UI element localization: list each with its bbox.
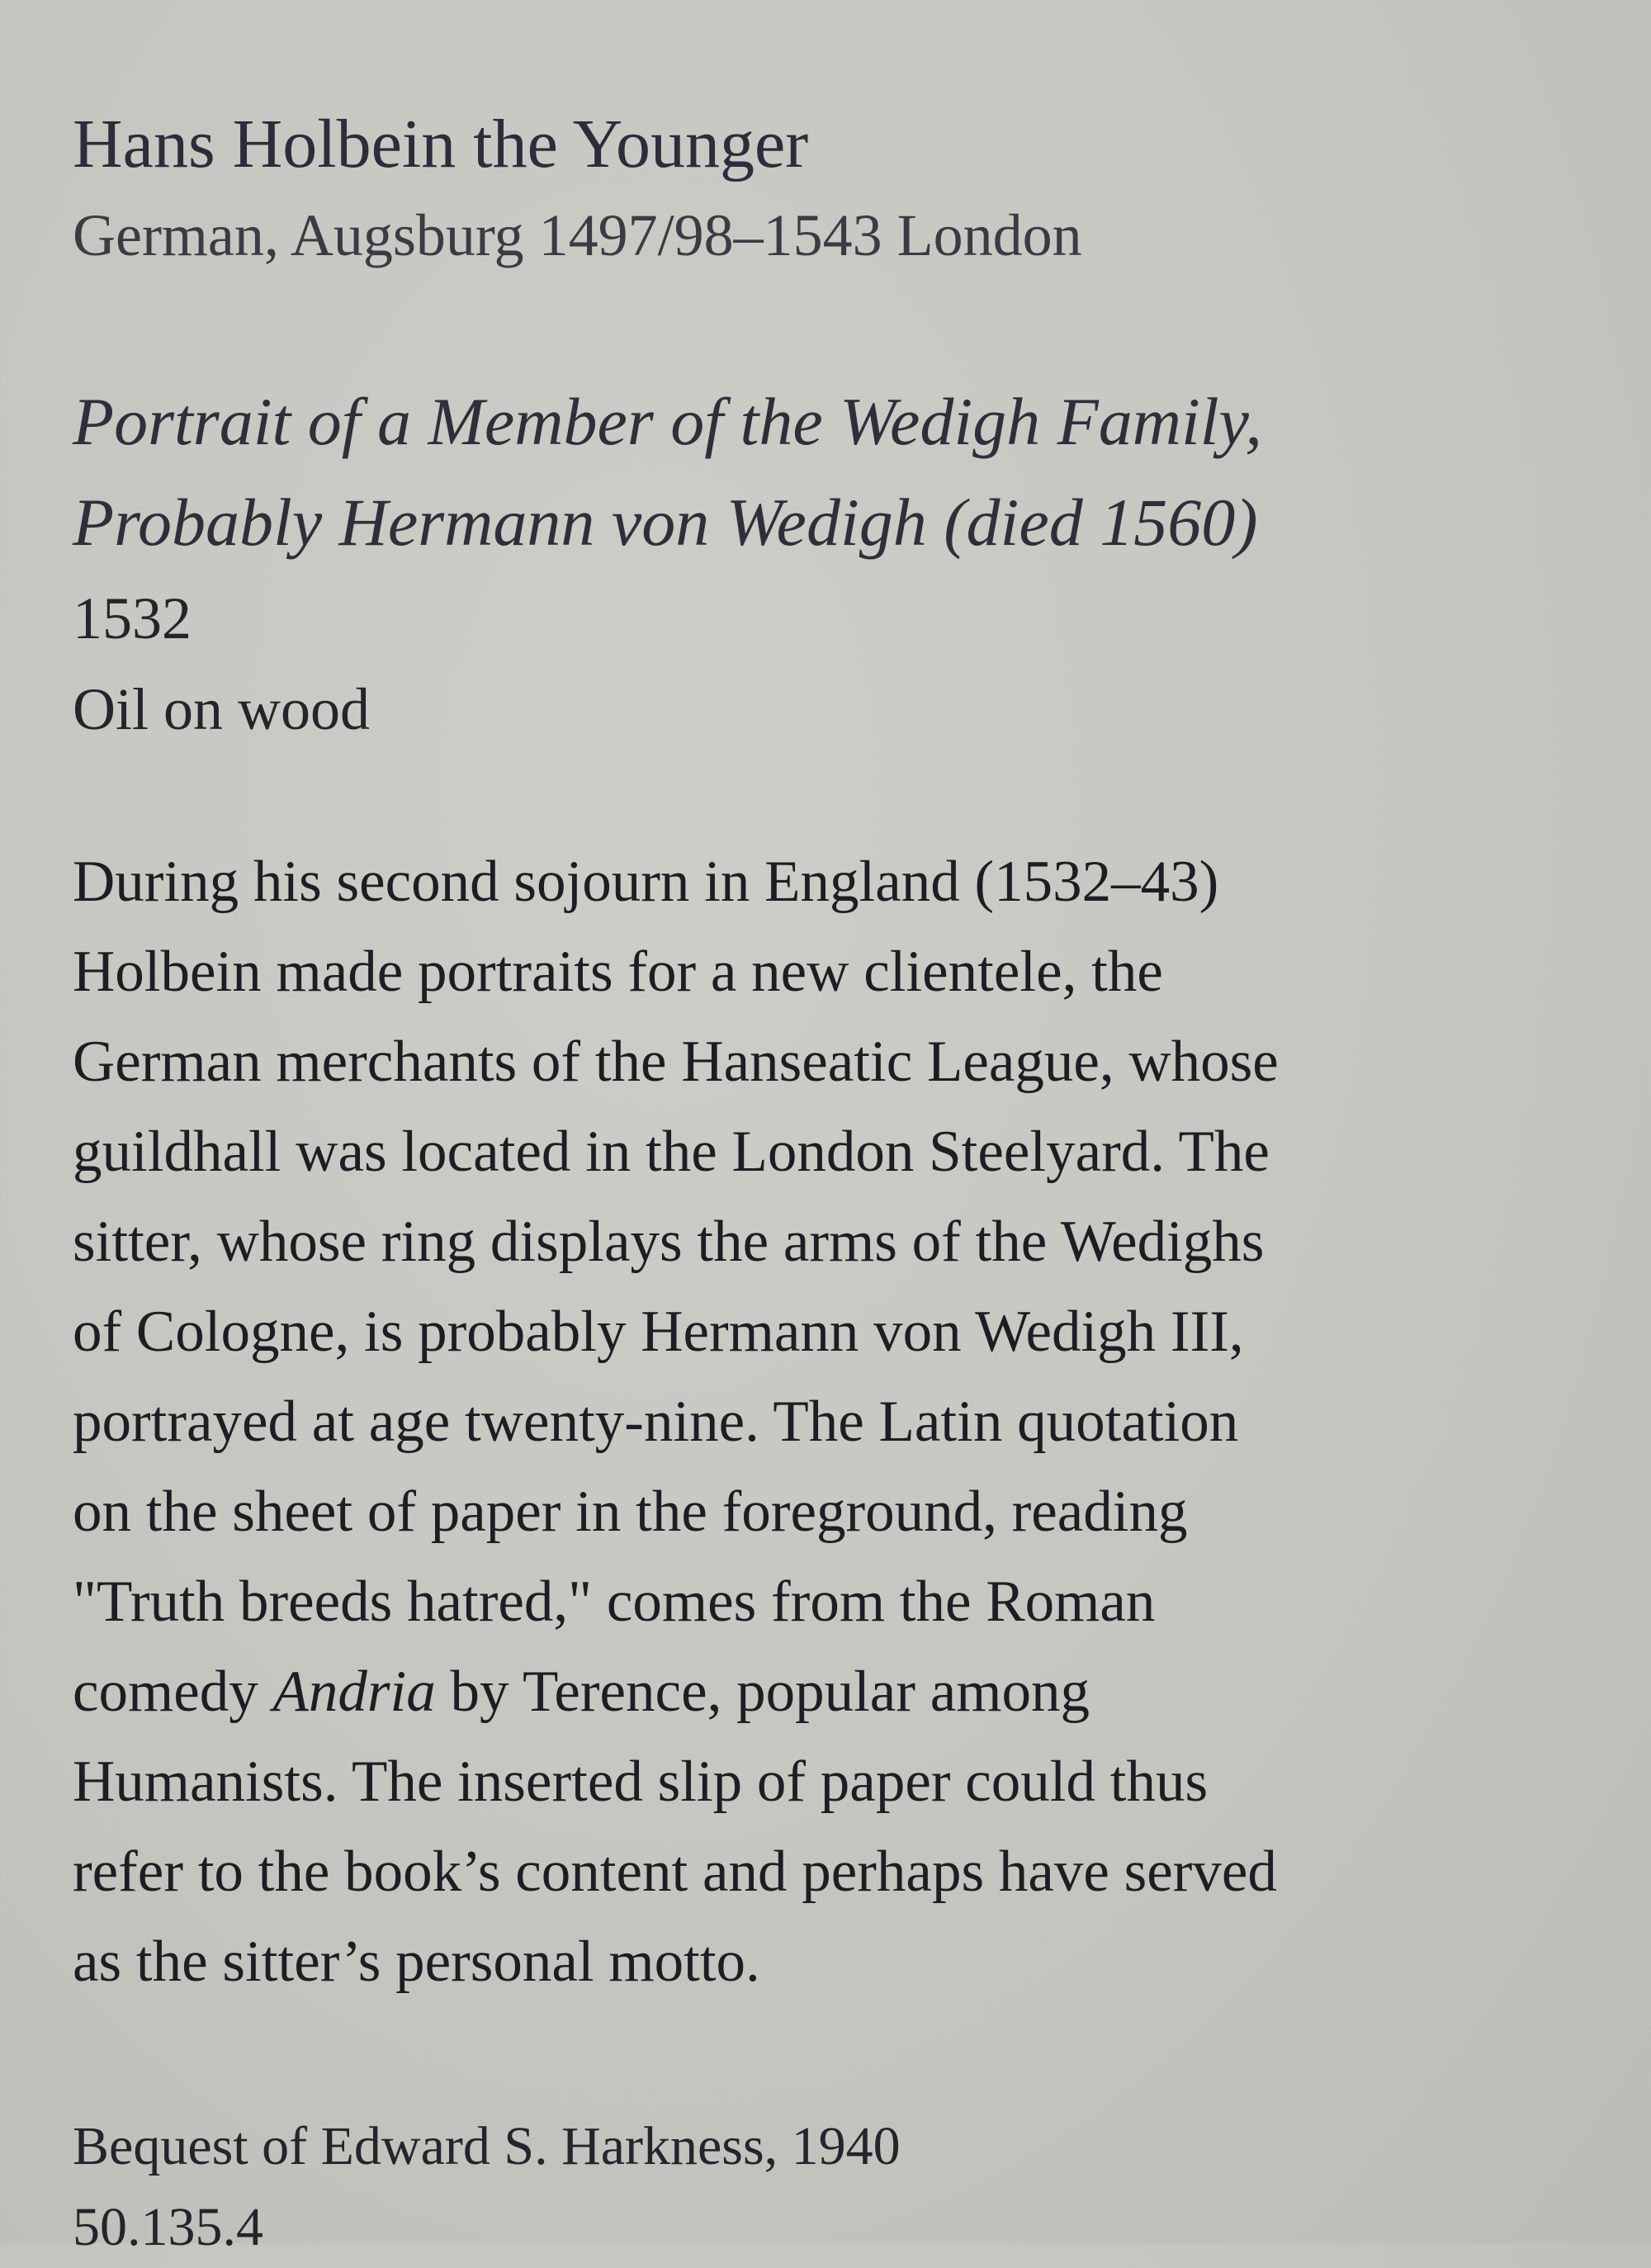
artwork-title-line: Probably Hermann von Wedigh (died 1560) — [73, 485, 1258, 560]
artwork-title-line: Portrait of a Member of the Wedigh Family, — [73, 384, 1262, 459]
description-line: on the sheet of paper in the foreground, reading — [73, 1480, 1188, 1544]
description-line — [73, 1647, 1509, 1737]
credit-line: Bequest of Edward S. Harkness, 1940 — [73, 2116, 901, 2176]
description-line: German merchants of the Hanseatic League, whose — [73, 1030, 1279, 1094]
description-line: guildhall was located in the London Steelyard. The — [73, 1120, 1270, 1184]
description-line: "Truth breeds hatred," comes from the Roman — [73, 1570, 1156, 1634]
museum-wall-label — [73, 99, 1509, 2268]
description-line: Humanists. The inserted slip of paper could thus — [73, 1750, 1209, 1814]
description-text: by Terence, popular among — [435, 1660, 1090, 1724]
description-line: of Cologne, is probably Hermann von Wedigh III, — [73, 1300, 1244, 1364]
description-line: portrayed at age twenty-nine. The Latin quotation — [73, 1390, 1239, 1454]
credit-block — [73, 2106, 1509, 2268]
description-line: refer to the book’s content and perhaps have served — [73, 1839, 1277, 1904]
accession-number: 50.135.4 — [73, 2197, 263, 2257]
artwork-date: 1532 — [73, 585, 192, 651]
description-line: as the sitter’s personal motto. — [73, 1929, 760, 1994]
description-line: Holbein made portraits for a new clientele, the — [73, 940, 1163, 1004]
artwork-medium: Oil on wood — [73, 676, 370, 742]
artwork-title — [73, 372, 1509, 573]
artist-name: Hans Holbein the Younger — [73, 106, 809, 182]
description-line: sitter, whose ring displays the arms of the Wedighs — [73, 1210, 1265, 1274]
artist-nationality-dates: German, Augsburg 1497/98–1543 London — [73, 202, 1082, 268]
play-title: Andria — [272, 1660, 436, 1724]
artwork-description — [73, 837, 1509, 2007]
description-line: During his second sojourn in England (1532–43) — [73, 850, 1219, 914]
description-text: comedy — [73, 1660, 273, 1724]
